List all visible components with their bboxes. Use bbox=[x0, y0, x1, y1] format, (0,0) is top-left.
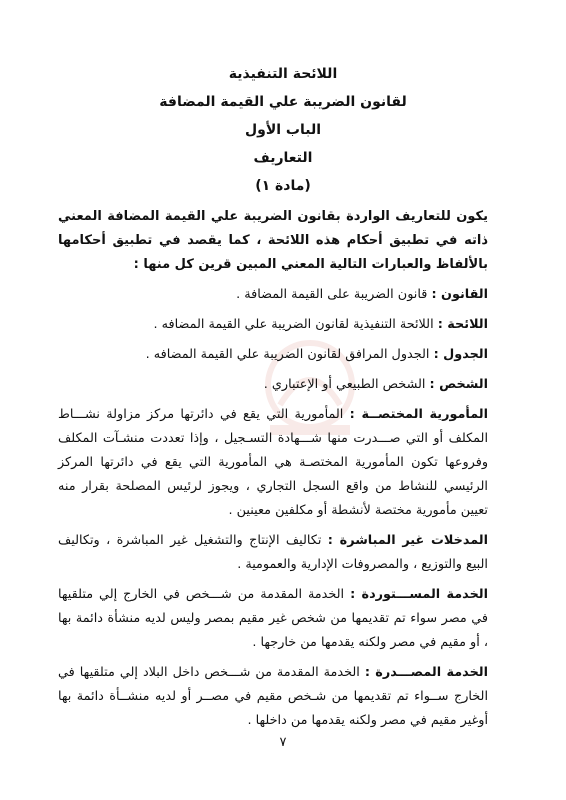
chapter-title: الباب الأول bbox=[244, 122, 322, 138]
regulation-title: اللائحة التنفيذية bbox=[228, 66, 338, 82]
page-number: ٧ bbox=[279, 735, 287, 750]
law-title: لقانون الضريبة علي القيمة المضافة bbox=[159, 94, 407, 110]
definition-term: الشخص : bbox=[429, 377, 488, 392]
intro-paragraph: يكون للتعاريف الواردة بقانون الضريبة علي القيمة المضافة المعني ذاته في تطبيق أحكام هذه اللائحة ، كما يقصد في تطبيق أحكامها بالألفاظ والعبارات التالية المعني المبين قرين كل منها : bbox=[58, 209, 488, 272]
definition-term: اللائحة : bbox=[437, 317, 488, 332]
definition-regulation bbox=[58, 313, 488, 337]
definition-term: الخدمة المســـتوردة : bbox=[350, 587, 488, 602]
definition-text: اللائحة التنفيذية لقانون الضريبة علي القيمة المضافه . bbox=[153, 317, 434, 332]
definition-term: الخدمة المصـــدرة : bbox=[364, 665, 488, 680]
definition-indirect-inputs bbox=[58, 529, 488, 577]
definition-text: الخدمة المقدمة من شـــخص داخل البلاد إلي متلقيها في الخارج ســواء تم تقديمها من شـخص مقيم في مصــر أو لديه منشــأة دائمة بها أوغير مقيم في مصر ولكنه يقدمها من داخلها . bbox=[58, 665, 488, 728]
document-body bbox=[58, 192, 488, 739]
definition-text: الجدول المرافق لقانون الضريبة علي القيمة المضافه . bbox=[145, 347, 430, 362]
definition-term: القانون : bbox=[431, 287, 488, 302]
definition-competent-office bbox=[58, 403, 488, 523]
definition-term: الجدول : bbox=[433, 347, 488, 362]
definition-term: المدخلات غير المباشرة : bbox=[327, 533, 488, 548]
section-title: التعاريف bbox=[253, 150, 313, 166]
definition-term: المأمورية المختصــة : bbox=[349, 407, 488, 422]
definition-table bbox=[58, 343, 488, 367]
definition-exported-service bbox=[58, 661, 488, 733]
definition-text: تكاليف الإنتاج والتشغيل غير المباشرة ، وتكاليف البيع والتوزيع ، والمصروفات الإدارية والعمومية . bbox=[58, 533, 488, 572]
definition-text: قانون الضريبة على القيمة المضافة . bbox=[236, 287, 428, 302]
definition-text: المأمورية التي يقع في دائرتها مركز مزاولة نشـــاط المكلف أو التي صـــدرت منها شـــهادة التسـجيل ، وإذا تعددت منشـآت المكلف وفروعها تكون المأمورية المختصـة هي المأمورية التي يقع في دائرتها المركز الرئيسي للنشاط من واقع السجل التجاري ، ويجوز لرئيس المصلحة بقرار منه تعيين مأمورية مختصة لأنشطة أو مكلفين معينين . bbox=[58, 407, 488, 518]
definition-imported-service bbox=[58, 583, 488, 655]
article-title: (مادة ١) bbox=[255, 178, 311, 194]
definition-text: الشخص الطبيعي أو الإعتباري . bbox=[263, 377, 426, 392]
definition-law bbox=[58, 283, 488, 307]
document-headings bbox=[0, 60, 566, 200]
definition-text: الخدمة المقدمة من شـــخص في الخارج إلي متلقيها في مصر سواء تم تقديمها من شخص غير مقيم بمصر وليس لديه منشأة دائمة بها ، أو مقيم في مصر ولكنه يقدمها من خارجها . bbox=[58, 587, 488, 650]
definition-person bbox=[58, 373, 488, 397]
